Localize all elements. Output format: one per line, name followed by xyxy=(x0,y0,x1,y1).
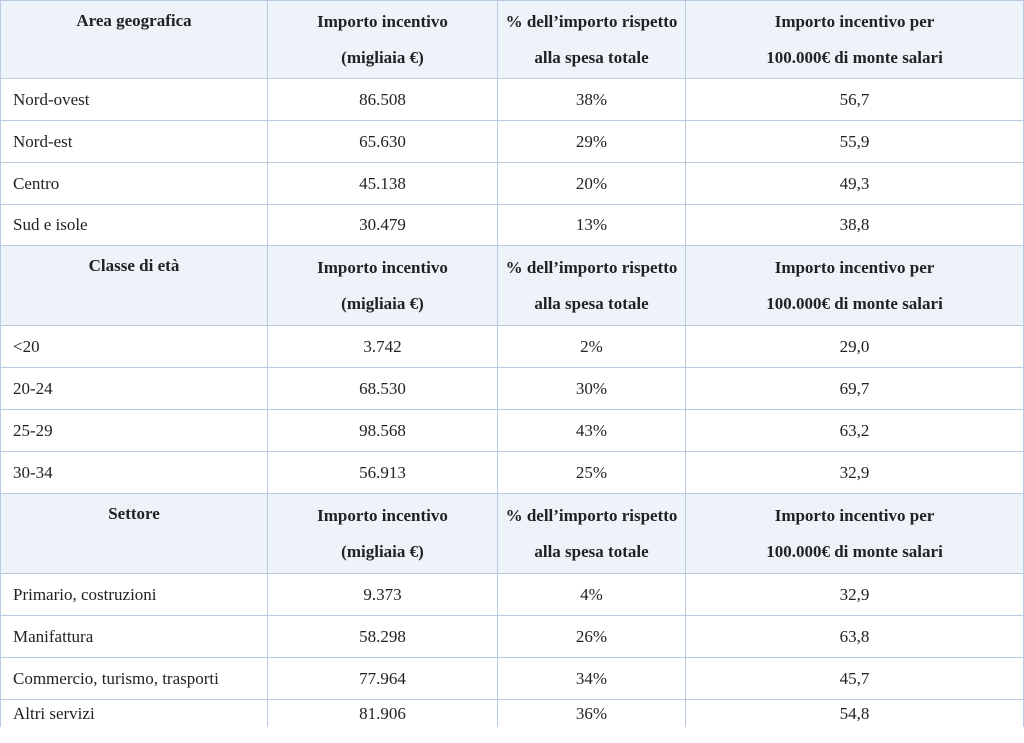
header-percentuale-line2: alla spesa totale xyxy=(534,541,649,561)
header-importo xyxy=(268,494,498,574)
table-cell-importo: 65.630 xyxy=(268,121,498,163)
table-cell-importo: 81.906 xyxy=(268,700,498,727)
table-cell-importo: 56.913 xyxy=(268,452,498,494)
header-percentuale xyxy=(498,246,686,326)
table-cell-per-100k: 45,7 xyxy=(686,658,1024,700)
table-row-name: Altri servizi xyxy=(0,700,268,727)
table-row-name: Primario, costruzioni xyxy=(0,574,268,616)
table-row-name: 30-34 xyxy=(0,452,268,494)
header-percentuale xyxy=(498,0,686,79)
header-importo-line2: (migliaia €) xyxy=(341,541,424,561)
table-cell-importo: 86.508 xyxy=(268,79,498,121)
table-cell-importo: 30.479 xyxy=(268,205,498,246)
table-cell-percentuale: 34% xyxy=(498,658,686,700)
table-cell-percentuale: 25% xyxy=(498,452,686,494)
section-header-eta: Classe di età xyxy=(0,246,268,326)
table-cell-importo: 77.964 xyxy=(268,658,498,700)
table-cell-percentuale: 4% xyxy=(498,574,686,616)
table-row-name: 20-24 xyxy=(0,368,268,410)
header-importo-line1: Importo incentivo xyxy=(317,505,448,525)
table-cell-per-100k: 69,7 xyxy=(686,368,1024,410)
header-percentuale-line2: alla spesa totale xyxy=(534,293,649,313)
table-cell-importo: 98.568 xyxy=(268,410,498,452)
header-per-100k xyxy=(686,246,1024,326)
header-percentuale-line2: alla spesa totale xyxy=(534,47,649,67)
table-cell-importo: 9.373 xyxy=(268,574,498,616)
section-header-area: Area geografica xyxy=(0,0,268,79)
header-percentuale-line1: % dell’importo rispetto xyxy=(505,257,678,277)
section-header-settore: Settore xyxy=(0,494,268,574)
table-cell-importo: 58.298 xyxy=(268,616,498,658)
table-cell-importo: 3.742 xyxy=(268,326,498,368)
table-cell-percentuale: 29% xyxy=(498,121,686,163)
header-per-100k-line1: Importo incentivo per xyxy=(774,11,935,31)
table-cell-per-100k: 49,3 xyxy=(686,163,1024,205)
header-per-100k-line2: 100.000€ di monte salari xyxy=(766,47,943,67)
header-percentuale-line1: % dell’importo rispetto xyxy=(505,11,678,31)
header-per-100k-line2: 100.000€ di monte salari xyxy=(766,293,943,313)
table-cell-per-100k: 55,9 xyxy=(686,121,1024,163)
header-importo xyxy=(268,0,498,79)
table-row-name: Centro xyxy=(0,163,268,205)
table-cell-percentuale: 36% xyxy=(498,700,686,727)
table-row-name: <20 xyxy=(0,326,268,368)
table-cell-per-100k: 63,8 xyxy=(686,616,1024,658)
table-row-name: Nord-est xyxy=(0,121,268,163)
table-cell-per-100k: 56,7 xyxy=(686,79,1024,121)
table-cell-per-100k: 32,9 xyxy=(686,452,1024,494)
table-cell-per-100k: 32,9 xyxy=(686,574,1024,616)
table-cell-importo: 68.530 xyxy=(268,368,498,410)
table-row-name: Nord-ovest xyxy=(0,79,268,121)
header-importo-line2: (migliaia €) xyxy=(341,47,424,67)
header-per-100k-line1: Importo incentivo per xyxy=(774,505,935,525)
header-per-100k xyxy=(686,0,1024,79)
header-importo-line1: Importo incentivo xyxy=(317,257,448,277)
header-importo xyxy=(268,246,498,326)
table-cell-importo: 45.138 xyxy=(268,163,498,205)
header-percentuale xyxy=(498,494,686,574)
table-cell-per-100k: 54,8 xyxy=(686,700,1024,727)
header-per-100k-line2: 100.000€ di monte salari xyxy=(766,541,943,561)
table-cell-percentuale: 13% xyxy=(498,205,686,246)
table-row-name: 25-29 xyxy=(0,410,268,452)
table-cell-percentuale: 26% xyxy=(498,616,686,658)
table-row-name: Sud e isole xyxy=(0,205,268,246)
header-importo-line1: Importo incentivo xyxy=(317,11,448,31)
table-cell-percentuale: 2% xyxy=(498,326,686,368)
header-importo-line2: (migliaia €) xyxy=(341,293,424,313)
header-per-100k xyxy=(686,494,1024,574)
table-cell-per-100k: 38,8 xyxy=(686,205,1024,246)
table-cell-percentuale: 20% xyxy=(498,163,686,205)
table-cell-per-100k: 29,0 xyxy=(686,326,1024,368)
table-cell-percentuale: 30% xyxy=(498,368,686,410)
table-cell-percentuale: 43% xyxy=(498,410,686,452)
table-row-name: Commercio, turismo, trasporti xyxy=(0,658,268,700)
header-percentuale-line1: % dell’importo rispetto xyxy=(505,505,678,525)
table-row-name: Manifattura xyxy=(0,616,268,658)
table-cell-per-100k: 63,2 xyxy=(686,410,1024,452)
table-cell-percentuale: 38% xyxy=(498,79,686,121)
header-per-100k-line1: Importo incentivo per xyxy=(774,257,935,277)
